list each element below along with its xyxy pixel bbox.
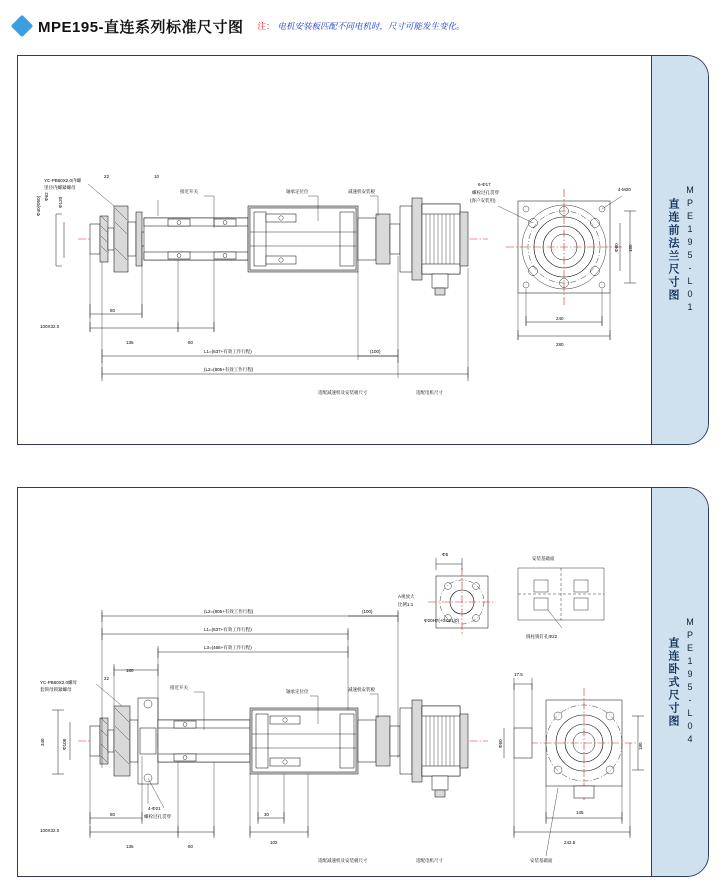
note-text: 电机安装板匹配不同电机时，尺寸可能发生变化。: [277, 21, 465, 31]
dim-60-p2: 60: [188, 844, 194, 849]
dim-phi80: Φ80: [614, 243, 619, 252]
diamond-bullet-icon: [11, 15, 34, 38]
tab-strip-l04: [651, 488, 708, 876]
dim-280: 280: [556, 342, 564, 347]
label-gearbox-plate-p1: 减速机安装板: [348, 189, 375, 194]
label-mount-base-bottom: 安装基础面: [530, 858, 553, 863]
dim-100-p1: (100): [370, 349, 381, 354]
dim-240: 240: [556, 316, 564, 321]
dim-phi62: Φ62: [44, 192, 49, 201]
dim-L3-p2: L3=(466+有效工作行程): [204, 645, 252, 650]
dim-17-5: 17.5: [514, 672, 523, 677]
dim-135-p1: 135: [126, 340, 134, 345]
label-6-phi17: 6-Φ17: [478, 182, 491, 187]
tab-code-l01: MPE195-L01: [685, 185, 695, 315]
dim-22-p2: 22: [104, 676, 110, 681]
tab-strip-l01: [651, 56, 708, 444]
label-left-screw-1: YC-PB60X2.0内螺: [44, 178, 82, 183]
dim-180: 180: [628, 244, 633, 252]
label-dowel-hole: 圆柱销钉孔Φ22: [526, 634, 558, 639]
drawing-panel-l01: [17, 55, 709, 445]
label-left-screw-p2-1: YC-PB60X2.0螺母: [40, 680, 78, 685]
dim-100x32: 100X32.0: [40, 324, 60, 329]
dim-180-p2: 180: [126, 668, 134, 673]
tab-title-l01: 直连前法兰尺寸图: [667, 198, 679, 302]
dim-80-p1: 80: [110, 308, 116, 313]
dim-L1-p1: L1=(637+有效工作行程): [204, 349, 252, 354]
label-motor-fit-p1: 适配电机尺寸: [416, 390, 443, 395]
label-bearing-locate-p1: 轴承定位位: [286, 189, 309, 194]
label-left-screw-2: 里径内螺紧螺母: [44, 185, 76, 190]
drawing-canvas-l01: [18, 56, 652, 444]
dim-340-p2: 340: [40, 738, 45, 746]
label-gearbox-fit-p1: 适配减速机及安装板尺寸: [318, 390, 368, 395]
dim-145: 145: [576, 810, 584, 815]
label-left-screw-p2-2: 套锁母锁紧螺母: [40, 687, 72, 692]
label-bearing-locate-p2: 轴承定位位: [286, 689, 309, 694]
drawing-panel-l04: [17, 487, 709, 877]
dim-L2-p2: (L2=(805+有效工作行程): [204, 609, 254, 614]
page-header: [14, 12, 714, 40]
dim-30-p2: 30: [264, 812, 270, 817]
dim-60-p1: 60: [188, 340, 194, 345]
dim-phi120: Φ120: [58, 196, 63, 208]
label-detail-a: A视放大: [398, 594, 415, 599]
label-bolt-through-p2: 螺栓过孔贯穿: [144, 814, 171, 819]
label-customer-mount: (客户安装用): [470, 198, 496, 203]
dim-phi20h7: Φ20H7(+0.021/0): [424, 618, 459, 623]
dim-phi108: Φ108: [62, 738, 67, 750]
dim-22-p1: 22: [104, 174, 110, 179]
dim-L1-p2: L1=(637+有效工作行程): [204, 627, 252, 632]
dim-80-p2: 80: [110, 812, 116, 817]
note-label: 注：: [257, 21, 275, 31]
technical-drawing-l01: [18, 56, 652, 442]
label-4-phi21: 4-Φ21: [148, 806, 161, 811]
label-motor-fit-p2: 适配电机尺寸: [416, 858, 443, 863]
dim-phi40-50: Φ40(Φ50): [36, 195, 41, 216]
dim-135-p2: 135: [126, 844, 134, 849]
page-title: MPE195-直连系列标准尺寸图: [38, 18, 244, 36]
dim-phi60: Φ60: [498, 739, 503, 748]
dim-100-p2: (100): [362, 609, 373, 614]
drawing-canvas-l04: [18, 488, 652, 876]
label-proximity-switch-p1: 接近开关: [180, 189, 198, 194]
label-detail-scale: 比例1:1: [398, 602, 414, 607]
tab-title-l04: 直连卧式尺寸图: [667, 636, 679, 728]
tab-code-l04: MPE195-L04: [685, 617, 695, 747]
dim-phi5: Φ5: [442, 552, 449, 557]
dim-102-p2: 102: [270, 840, 278, 845]
label-bolt-through: 螺栓过孔贯穿: [472, 190, 499, 195]
label-mount-base-top: 安装基础面: [532, 556, 555, 561]
technical-drawing-l04: [18, 488, 652, 874]
dim-10-p1: 10: [154, 174, 160, 179]
label-4-m20: 4-M20: [618, 187, 631, 192]
dim-100x32-p2: 100X32.0: [40, 828, 60, 833]
dim-L2-p1: (L2=(805+有效工作行程): [204, 367, 254, 372]
label-proximity-switch-p2: 接近开关: [170, 685, 188, 690]
label-gearbox-fit-p2: 适配减速机及安装板尺寸: [318, 858, 368, 863]
dim-242-5: 242.5: [564, 840, 576, 845]
dim-180-right: 180: [638, 742, 643, 750]
label-gearbox-plate-p2: 减速机安装板: [348, 687, 375, 692]
